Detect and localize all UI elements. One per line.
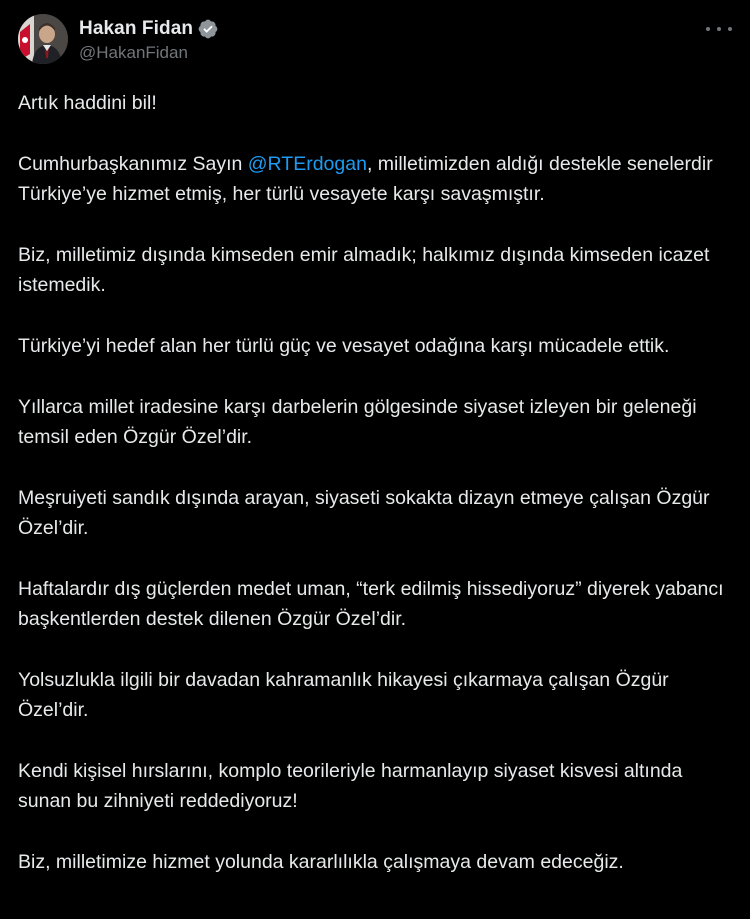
mention-link[interactable]: @RTErdogan [247, 153, 367, 175]
tweet-paragraph [18, 756, 740, 816]
tweet-paragraph [18, 240, 740, 300]
display-name-row [79, 16, 218, 42]
verified-badge-icon[interactable] [198, 19, 218, 39]
tweet-text [18, 88, 740, 908]
tweet-paragraph [18, 574, 740, 634]
avatar[interactable] [18, 14, 68, 64]
tweet-text-segment: Biz, milletimiz dışında kimseden emir almadık; halkımız dışında kimseden icazet istemedik. [18, 244, 710, 296]
handle[interactable]: @HakanFidan [79, 43, 188, 62]
tweet-header [18, 14, 732, 68]
more-dot [706, 27, 710, 31]
tweet-text-segment: Haftalardır dış güçlerden medet uman, “terk edilmiş hissediyoruz” diyerek yabancı başkentlerden destek dilenen Özgür Özel’dir. [18, 578, 724, 630]
tweet-text-segment: Meşruiyeti sandık dışında arayan, siyaseti sokakta dizayn etmeye çalışan Özgür Özel’dir. [18, 487, 710, 539]
tweet-text-segment: Yolsuzlukla ilgili bir davadan kahramanlık hikayesi çıkarmaya çalışan Özgür Özel’dir. [18, 669, 669, 721]
tweet-text-segment: Yıllarca millet iradesine karşı darbelerin gölgesinde siyaset izleyen bir geleneği temsil eden Özgür Özel’dir. [18, 396, 697, 448]
tweet-text-segment: , milletimizden aldığı destekle senelerdir Türkiye’ye hizmet etmiş, her türlü vesayete karşı savaşmıştır. [18, 153, 713, 205]
tweet-paragraph [18, 392, 740, 452]
profile-photo-icon [18, 14, 68, 64]
tweet-text-segment: Türkiye’yi hedef alan her türlü güç ve vesayet odağına karşı mücadele ettik. [18, 335, 670, 357]
tweet-text-segment: Artık haddini bil! [18, 92, 157, 114]
more-dot [728, 27, 732, 31]
tweet-text-segment: Cumhurbaşkanımız Sayın [18, 153, 248, 175]
tweet-text-segment: Biz, milletimize hizmet yolunda kararlılıkla çalışmaya devam edeceğiz. [18, 851, 624, 873]
author-names [79, 16, 218, 63]
tweet-paragraph [18, 847, 740, 877]
tweet-paragraph [18, 88, 740, 118]
display-name[interactable]: Hakan Fidan [79, 18, 194, 39]
tweet-paragraph [18, 331, 740, 361]
tweet-paragraph [18, 665, 740, 725]
more-dot [717, 27, 721, 31]
more-options-icon[interactable] [706, 18, 732, 40]
tweet-text-segment: Kendi kişisel hırslarını, komplo teorileriyle harmanlayıp siyaset kisvesi altında sunan bu zihniyeti reddediyoruz! [18, 760, 683, 812]
tweet-paragraph [18, 483, 740, 543]
tweet-paragraph [18, 149, 740, 209]
